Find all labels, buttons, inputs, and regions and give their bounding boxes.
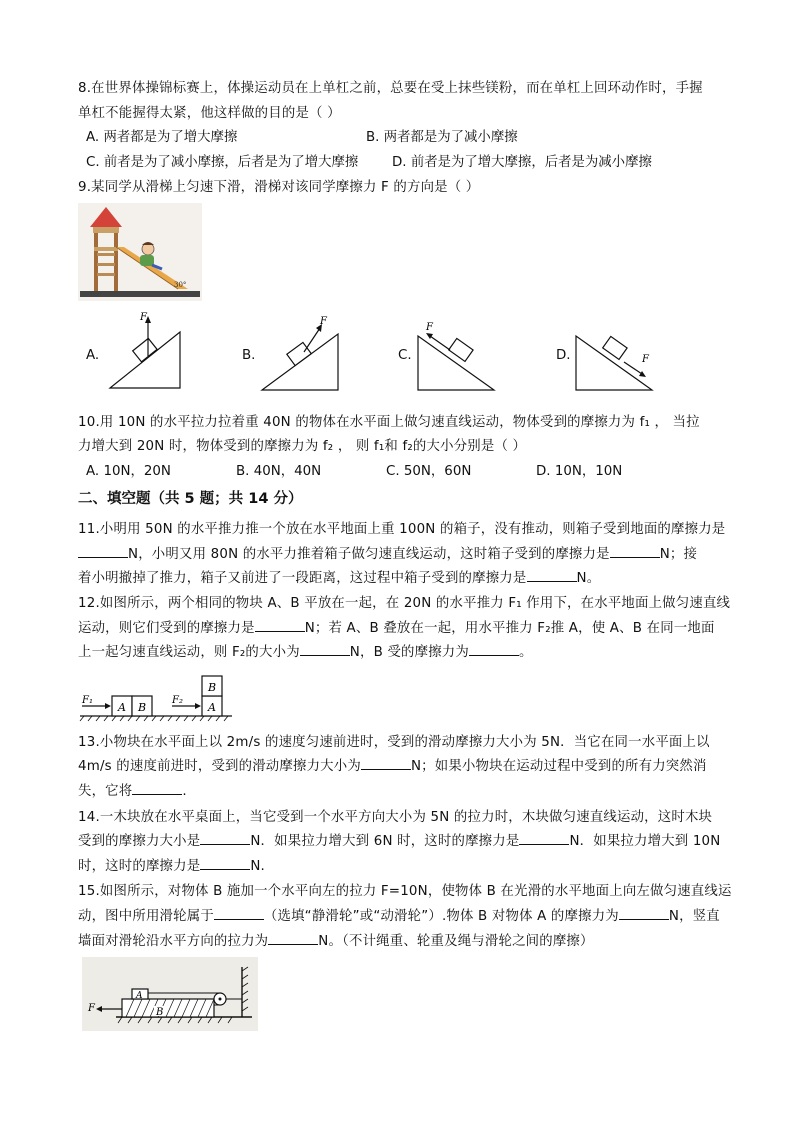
q14-line2: 受到的摩擦力大小是 N．如果拉力增大到 6N 时，这时的摩擦力是 N．如果拉力增大到 10N [78,834,721,849]
q8-option-d: D. 前者是为了增大摩擦，后者是为减小摩擦 [392,155,652,170]
answer-blank[interactable] [78,545,128,558]
block-a-label: A [118,701,126,714]
answer-blank[interactable] [619,907,669,920]
q13-line2: 4m/s 的速度前进时，受到的滑动摩擦力大小为 N；如果小物块在运动过程中受到的所有力突然消 [78,759,707,774]
answer-blank[interactable] [255,619,305,632]
q15-line3: 墙面对滑轮沿水平方向的拉力为 N。（不计绳重、轮重及绳与滑轮之间的摩擦） [78,934,594,949]
q11-line2: N，小明又用 80N 的水平力推着箱子做匀速直线运动，这时箱子受到的摩擦力是 N；接 [78,545,697,565]
block-a-label: A [136,991,143,1001]
f1-label: F₁ [82,695,93,706]
q9-option-a: A. [86,348,100,363]
force-label: F [140,312,147,323]
q9-option-b: B. [242,348,256,363]
section-heading: 二、填空题（共 5 题；共 14 分） [78,491,303,507]
q12-line1: 12.如图所示，两个相同的物块 A、B 平放在一起，在 20N 的水平推力 F₁ 作用下，在水平地面上做匀速直线 [78,596,731,611]
q15-pulley-diagram [82,957,258,1031]
q14-line1: 14.一木块放在水平桌面上，当它受到一个水平方向大小为 5N 的拉力时，木块做匀速直线运动，这时木块 [78,810,713,825]
q10-option-b: B. 40N，40N [236,464,322,479]
q8-line2: 单杠不能握得太紧，他这样做的目的是（ ） [78,106,341,121]
q11-line3: 着小明撤掉了推力，箱子又前进了一段距离，这过程中箱子受到的摩擦力是 N。 [78,571,601,586]
q9-option-c: C. [398,348,412,363]
q8-line1: 8.在世界体操锦标赛上，体操运动员在上单杠之前，总要在受上抹些镁粉，而在单杠上回环动作时，手握 [78,81,703,96]
block-b-label: B [138,701,147,714]
q11-line1: 11.小明用 50N 的水平推力推一个放在水平地面上重 100N 的箱子，没有推动，则箱子受到地面的摩擦力是 [78,522,726,537]
q9-line1: 9.某同学从滑梯上匀速下滑，滑梯对该同学摩擦力 F 的方向是（ ） [78,180,480,195]
force-label: F [642,354,649,365]
q8-option-c: C. 前者是为了减小摩擦，后者是为了增大摩擦 [86,155,359,170]
q12-line3: 上一起匀速直线运动，则 F₂的大小为 N，B 受的摩擦力为 。 [78,645,533,660]
q8-option-a: A. 两者都是为了增大摩擦 [86,130,238,145]
answer-blank[interactable] [610,545,660,558]
q9-diagram-c [414,312,498,394]
force-label: F [88,1003,95,1014]
q14-line3: 时，这时的摩擦力是 N. [78,859,266,874]
force-label: F [320,316,327,327]
answer-blank[interactable] [300,643,350,656]
answer-blank[interactable] [469,643,519,656]
answer-blank[interactable] [200,857,250,870]
answer-blank[interactable] [132,782,182,795]
q10-option-c: C. 50N，60N [386,464,472,479]
answer-blank[interactable] [268,932,318,945]
answer-blank[interactable] [361,757,411,770]
q9-option-d: D. [556,348,571,363]
q13-line1: 13.小物块在水平面上以 2m/s 的速度匀速前进时，受到的滑动摩擦力大小为 5N．当它在同一水平面上以 [78,735,710,750]
q13-line3: 失，它将 . [78,784,187,799]
block-a-label: A [208,701,216,714]
f2-label: F₂ [172,695,183,706]
slide-angle-label: 30° [174,281,187,289]
q10-option-a: A. 10N，20N [86,464,171,479]
block-b-label: B [156,1007,164,1018]
answer-blank[interactable] [527,569,577,582]
q10-line1: 10.用 10N 的水平拉力拉着重 40N 的物体在水平面上做匀速直线运动，物体受到的摩擦力为 f₁ ， 当拉 [78,415,700,430]
force-label: F [426,322,433,333]
q8-option-b: B. 两者都是为了减小摩擦 [366,130,518,145]
q9-diagram-d [572,314,656,394]
q15-line2: 动，图中所用滑轮属于 （选填“静滑轮”或“动滑轮”）.物体 B 对物体 A 的摩擦力为 N，竖直 [78,909,720,924]
q9-diagram-a [102,310,184,392]
q15-line1: 15.如图所示，对物体 B 施加一个水平向左的拉力 F=10N，使物体 B 在光滑的水平地面上向左做匀速直线运 [78,884,732,899]
slide-illustration [78,203,202,301]
block-b-label: B [208,681,217,694]
q12-line2: 运动，则它们受到的摩擦力是 N；若 A、B 叠放在一起，用水平推力 F₂推 A，使 A、B 在同一地面 [78,621,715,636]
q10-line2: 力增大到 20N 时，物体受到的摩擦力为 f₂ ， 则 f₁和 f₂的大小分别是（ ） [78,439,527,454]
answer-blank[interactable] [200,832,250,845]
q9-diagram-b [258,310,342,394]
answer-blank[interactable] [519,832,569,845]
answer-blank[interactable] [214,907,264,920]
q12-diagram [78,668,236,722]
q10-option-d: D. 10N，10N [536,464,623,479]
